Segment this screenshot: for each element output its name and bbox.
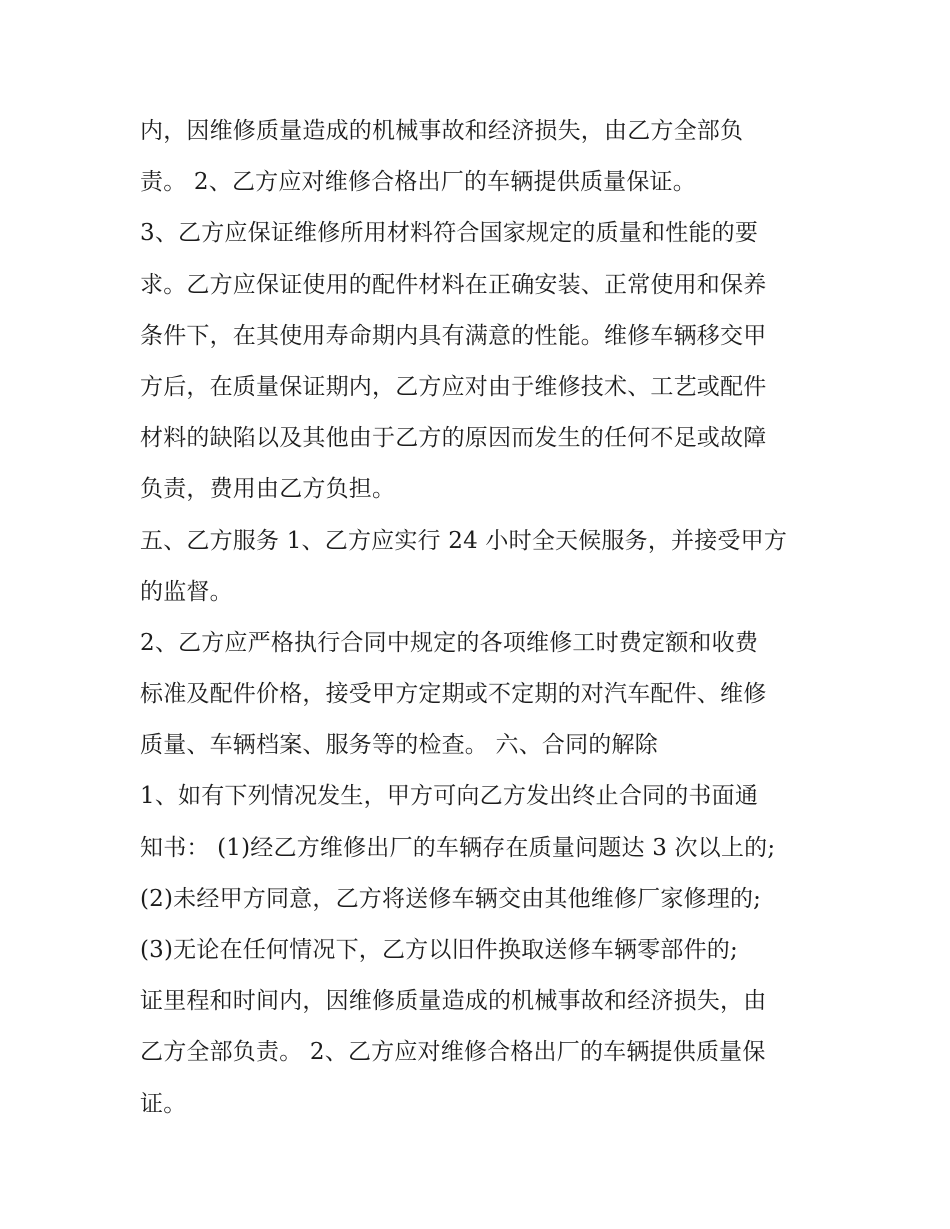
text-line: (3)无论在任何情况下，乙方以旧件换取送修车辆零部件的; [140, 937, 738, 963]
text-line: 条件下，在其使用寿命期内具有满意的性能。维修车辆移交甲 [140, 322, 767, 349]
text-line: 求。乙方应保证使用的配件材料在正确安装、正常使用和保养 [140, 271, 767, 298]
text-line: (2)未经甲方同意，乙方将送修车辆交由其他维修厂家修理的; [140, 885, 762, 912]
text-line: 材料的缺陷以及其他由于乙方的原因而发生的任何不足或故障 [140, 425, 767, 452]
text-line: 负责，费用由乙方负担。 [140, 476, 396, 503]
text-line: 五、乙方服务 1、乙方应实行 24 小时全天候服务，并接受甲方 [140, 527, 788, 554]
text-line: 3、乙方应保证维修所用材料符合国家规定的质量和性能的要 [140, 220, 759, 247]
text-line: 标准及配件价格，接受甲方定期或不定期的对汽车配件、维修 [140, 681, 767, 708]
text-line: 知书： (1)经乙方维修出厂的车辆存在质量问题达 3 次以上的; [140, 834, 776, 861]
text-line: 证。 [140, 1090, 187, 1117]
document-body [140, 106, 830, 1130]
text-line: 证里程和时间内，因维修质量造成的机械事故和经济损失，由 [140, 988, 767, 1015]
text-line: 的监督。 [140, 578, 233, 605]
text-line: 方后，在质量保证期内，乙方应对由于维修技术、工艺或配件 [140, 373, 767, 400]
text-line: 1、如有下列情况发生，甲方可向乙方发出终止合同的书面通 [140, 783, 759, 810]
text-line: 质量、车辆档案、服务等的检查。 六、合同的解除 [140, 732, 658, 759]
text-line: 内，因维修质量造成的机械事故和经济损失，由乙方全部负 [140, 118, 744, 144]
text-line: 责。 2、乙方应对维修合格出厂的车辆提供质量保证。 [140, 169, 696, 196]
text-line: 2、乙方应严格执行合同中规定的各项维修工时费定额和收费 [140, 629, 759, 656]
text-line: 乙方全部负责。 2、乙方应对维修合格出厂的车辆提供质量保 [140, 1039, 766, 1066]
